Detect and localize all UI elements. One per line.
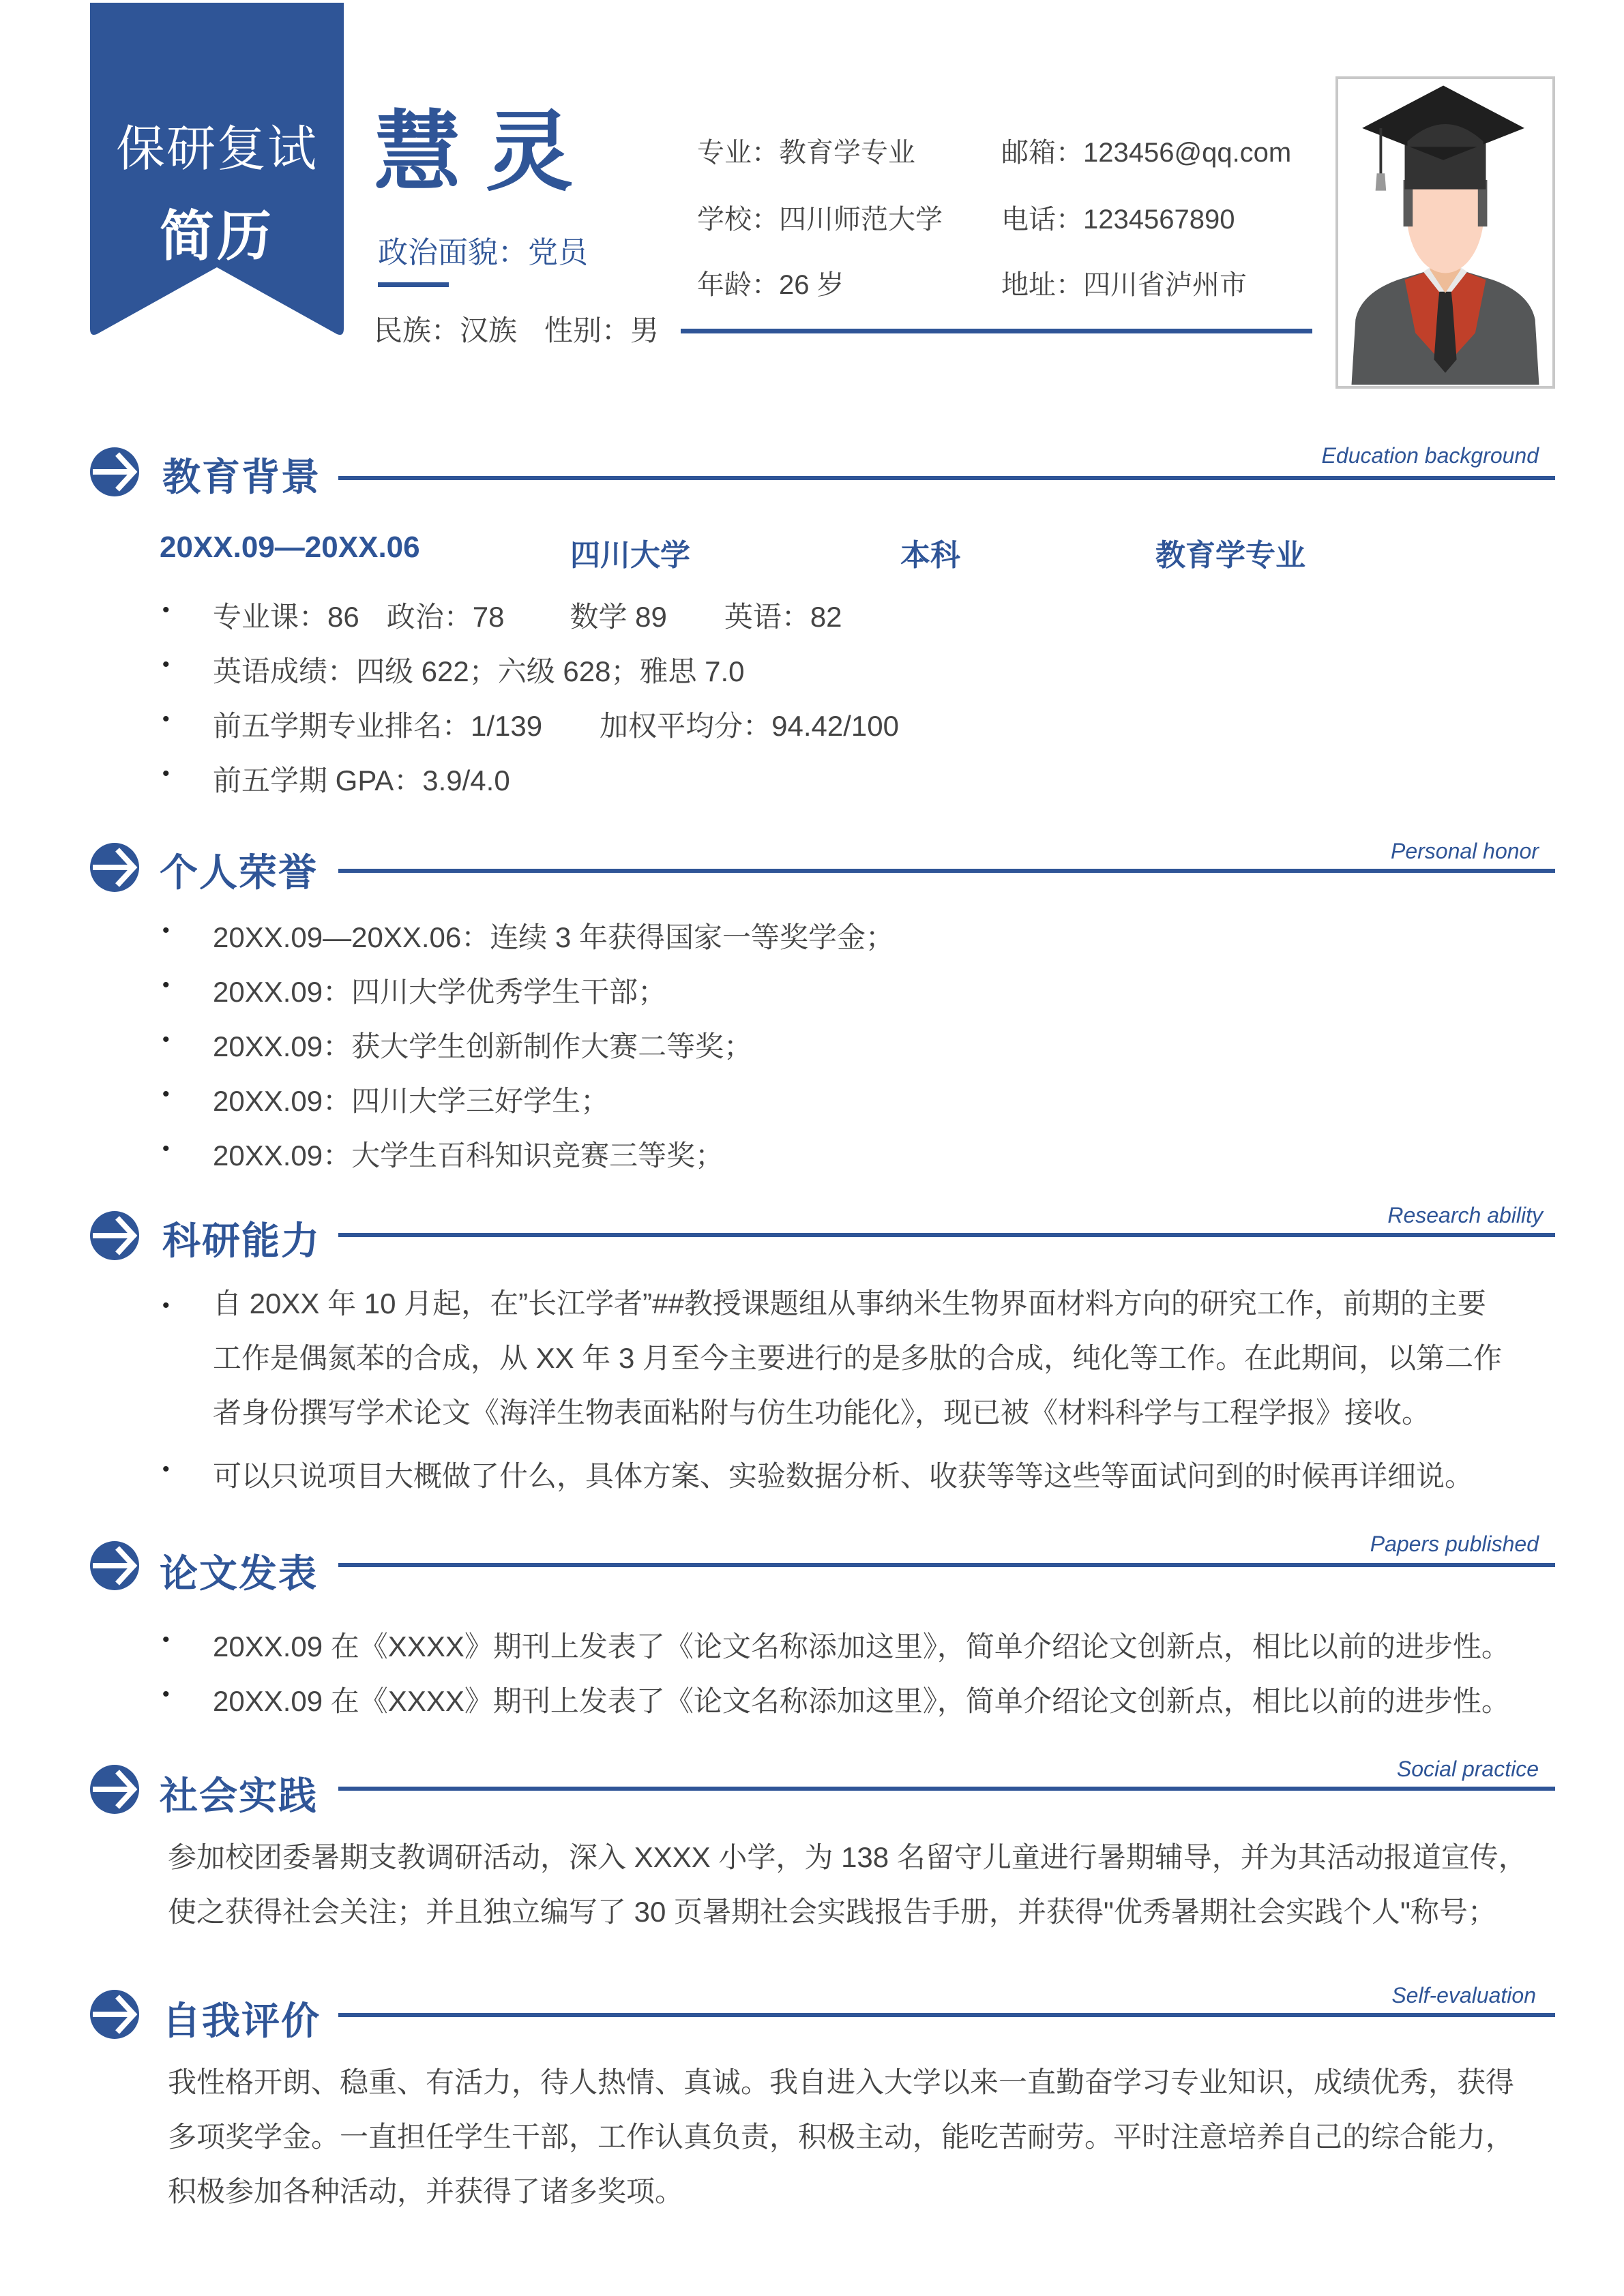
section-divider (338, 1233, 1555, 1237)
info-address: 地址：四川省泸州市 (1001, 270, 1247, 300)
bullet: • (162, 653, 170, 676)
honor-item: 20XX.09—20XX.06：连续 3 年获得国家一等奖学金； (213, 921, 894, 953)
score-major: 专业课：86 (213, 601, 359, 633)
section-divider (338, 1787, 1555, 1791)
edu-school: 四川大学 (570, 539, 690, 572)
info-school: 学校：四川师范大学 (697, 205, 943, 235)
section-subtitle-en: Social practice (1396, 1757, 1539, 1781)
honor-item: 20XX.09：大学生百科知识竞赛三等奖； (213, 1139, 724, 1172)
ribbon-title-line2: 简历 (160, 206, 274, 267)
graduate-avatar-icon (1338, 79, 1552, 386)
social-line: 参加校团委暑期支教调研活动，深入 XXXX 小学，为 138 名留守儿童进行暑期辅导，并为其活动报道宣传， (168, 1841, 1527, 1873)
info-age: 年龄：26 岁 (697, 270, 844, 300)
gender: 性别：男 (544, 314, 660, 346)
section-subtitle-en: Personal honor (1390, 839, 1539, 863)
honor-item: 20XX.09：四川大学三好学生； (213, 1085, 610, 1117)
section-title: 个人荣誉 (160, 851, 318, 894)
section-subtitle-en: Research ability (1387, 1203, 1543, 1227)
section-title: 教育背景 (162, 456, 321, 498)
section-subtitle-en: Education background (1321, 443, 1539, 468)
section-subtitle-en: Self-evaluation (1391, 1983, 1536, 2008)
section-divider (338, 2013, 1555, 2017)
info-major: 专业：教育学专业 (697, 138, 915, 168)
name-underline (378, 282, 449, 287)
paper-item: 20XX.09 在《XXXX》期刊上发表了《论文名称添加这里》，简单介绍论文创新点，相比以前的进步性。 (213, 1685, 1510, 1717)
bullet: • (162, 762, 170, 785)
bullet: • (162, 919, 170, 942)
edu-major: 教育学专业 (1155, 539, 1305, 572)
arrow-circle-icon (90, 843, 139, 892)
research-item: 可以只说项目大概做了什么，具体方案、实验数据分析、收获等等这些等面试问到的时候再详细说。 (213, 1460, 1474, 1492)
score-math: 数学 89 (570, 601, 667, 633)
research-item (213, 1277, 1502, 1440)
arrow-circle-icon (90, 1765, 139, 1814)
section-title: 论文发表 (160, 1552, 318, 1595)
bullet: • (162, 1294, 170, 1317)
bullet: • (162, 974, 170, 996)
honor-item: 20XX.09：获大学生创新制作大赛二等奖； (213, 1030, 753, 1062)
info-phone: 电话：1234567890 (1001, 205, 1235, 235)
arrow-circle-icon (90, 1211, 139, 1260)
arrow-circle-icon (90, 447, 139, 496)
section-divider (338, 869, 1555, 873)
score-politics: 政治：78 (386, 601, 505, 633)
ethnicity: 民族：汉族 (374, 314, 518, 346)
section-title: 社会实践 (160, 1774, 318, 1817)
research-line: 工作是偶氮苯的合成，从 XX 年 3 月至今主要进行的是多肽的合成，纯化等工作。在此期间，以第二作 (213, 1342, 1503, 1374)
section-divider (338, 1563, 1555, 1567)
paper-item: 20XX.09 在《XXXX》期刊上发表了《论文名称添加这里》，简单介绍论文创新点，相比以前的进步性。 (213, 1630, 1510, 1663)
edu-period: 20XX.09—20XX.06 (160, 531, 420, 564)
edu-item: 前五学期 GPA：3.9/4.0 (213, 764, 510, 796)
research-line: 自 20XX 年 10 月起，在”长江学者”##教授课题组从事纳米生物界面材料方向的研究工作，前期的主要 (213, 1287, 1486, 1320)
section-title: 科研能力 (162, 1219, 321, 1262)
rank: 前五学期专业排名：1/139 (213, 710, 543, 742)
edu-degree: 本科 (900, 539, 960, 572)
bullet: • (162, 1458, 170, 1480)
bullet: • (162, 1137, 170, 1160)
profile-photo (1335, 76, 1555, 389)
self-line: 多项奖学金。一直担任学生干部，工作认真负责，积极主动，能吃苦耐劳。平时注意培养自己的综合能力， (168, 2121, 1515, 2153)
bullet: • (162, 1683, 170, 1705)
edu-item (213, 595, 842, 636)
person-name: 慧灵 (374, 104, 598, 201)
edu-item: 英语成绩：四级 622；六级 628；雅思 7.0 (213, 655, 745, 687)
bullet: • (162, 1028, 170, 1051)
score-english: 英语：82 (724, 601, 842, 633)
weighted-average: 加权平均分：94.42/100 (600, 710, 899, 742)
section-divider (338, 476, 1555, 480)
info-email: 邮箱：123456@qq.com (1001, 138, 1292, 168)
arrow-circle-icon (90, 1990, 139, 2039)
header-divider (681, 329, 1312, 333)
social-paragraph (168, 1830, 1527, 1939)
ribbon-title-line1: 保研复试 (115, 122, 318, 177)
social-line: 使之获得社会关注；并且独立编写了 30 页暑期社会实践报告手册，并获得"优秀暑期社会实践个人"称号； (168, 1896, 1496, 1928)
honor-item: 20XX.09：四川大学优秀学生干部； (213, 976, 667, 1008)
section-subtitle-en: Papers published (1370, 1532, 1539, 1556)
political-status: 政治面貌：党员 (378, 236, 588, 269)
arrow-circle-icon (90, 1541, 139, 1590)
ethnicity-gender (374, 308, 686, 349)
self-line: 积极参加各种活动，并获得了诸多奖项。 (168, 2175, 684, 2207)
self-line: 我性格开朗、稳重、有活力，待人热情、真诚。我自进入大学以来一直勤奋学习专业知识，成绩优秀，获得 (168, 2066, 1515, 2098)
research-line: 者身份撰写学术论文《海洋生物表面粘附与仿生功能化》，现已被《材料科学与工程学报》接收。 (213, 1397, 1431, 1429)
section-title: 自我评价 (162, 1999, 321, 2042)
edu-item (213, 704, 899, 745)
self-paragraph (168, 2055, 1514, 2219)
bullet: • (162, 708, 170, 730)
bullet: • (162, 599, 170, 621)
bullet: • (162, 1083, 170, 1105)
bullet: • (162, 1628, 170, 1651)
